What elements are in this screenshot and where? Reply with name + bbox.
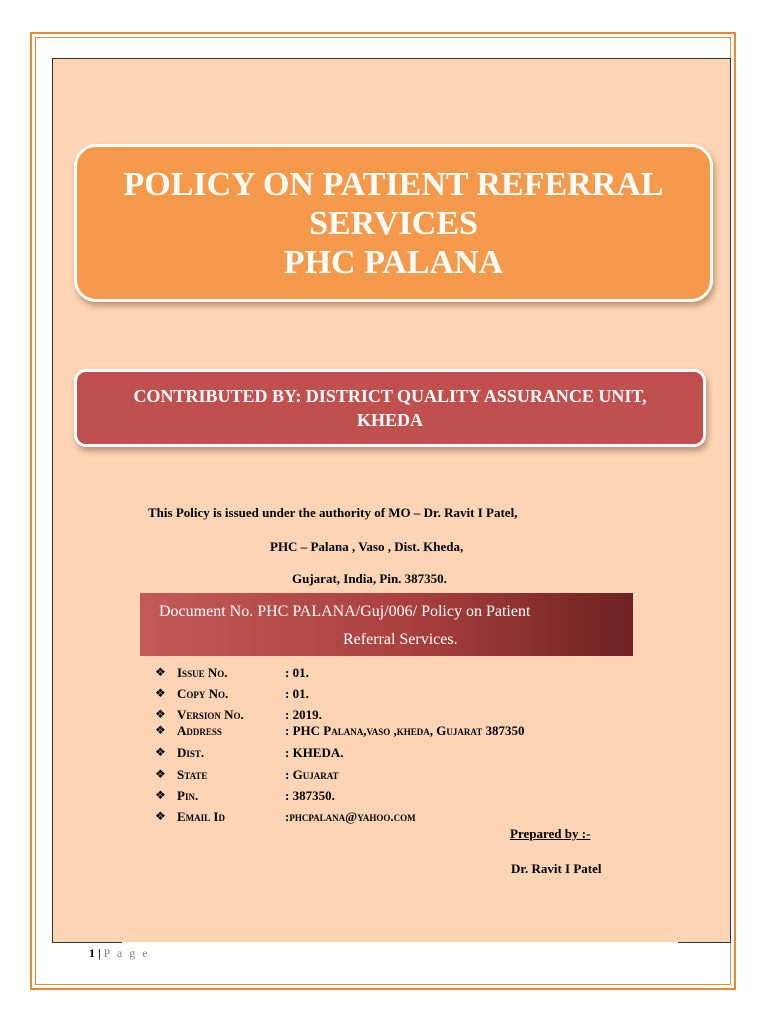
detail-label: State [177,767,208,782]
detail-label: Issue No. [177,665,228,680]
title-line-2: SERVICES [309,204,478,242]
authority-line-3: Gujarat, India, Pin. 387350. [292,571,447,586]
title-box [74,144,713,302]
document-number-line-1: Document No. PHC PALANA/Guj/006/ Policy on Patient [159,603,531,620]
detail-value: : 387350. [285,788,335,803]
page-number-value: 1 [89,946,95,960]
detail-value: : PHC Palana,vaso ,kheda, Gujarat 387350 [285,723,525,738]
detail-value: : 2019. [285,707,322,722]
detail-label: Address [177,723,222,738]
document-number-line-2: Referral Services. [343,631,458,648]
detail-label: Dist. [177,745,205,760]
diamond-bullet-icon: ❖ [155,723,166,737]
detail-value: : KHEDA. [285,745,344,760]
detail-value: : 01. [285,665,309,680]
prepared-by-label: Prepared by :- [510,826,591,841]
title-line-1: POLICY ON PATIENT REFERRAL [123,165,664,203]
document-number-box [140,593,633,656]
page-label: P a g e [103,946,150,960]
preparer-name: Dr. Ravit I Patel [511,861,602,876]
contributed-line-1: CONTRIBUTED BY: DISTRICT QUALITY ASSURANCE UNIT, [133,386,647,406]
diamond-bullet-icon: ❖ [155,809,166,823]
contributed-line-2: KHEDA [356,410,423,430]
detail-label: Email Id [177,809,225,824]
diamond-bullet-icon: ❖ [155,788,166,802]
detail-label: Version No. [177,707,244,722]
page-number [89,946,150,961]
authority-line-1: This Policy is issued under the authority of MO – Dr. Ravit I Patel, [148,505,518,520]
contributed-by-box [74,369,706,447]
authority-line-2: PHC – Palana , Vaso , Dist. Kheda, [270,539,464,554]
footer-rule-left [52,942,122,943]
detail-label: Copy No. [177,686,229,701]
detail-value: :phcpalana@yahoo.com [285,809,416,824]
detail-label: Pin. [177,788,199,803]
title-line-3: PHC PALANA [283,243,504,281]
detail-value: : Gujarat [285,767,339,782]
diamond-bullet-icon: ❖ [155,767,166,781]
diamond-bullet-icon: ❖ [155,686,166,700]
page-number-separator: | [98,946,101,960]
diamond-bullet-icon: ❖ [155,745,166,759]
diamond-bullet-icon: ❖ [155,707,166,721]
detail-value: : 01. [285,686,309,701]
diamond-bullet-icon: ❖ [155,665,166,679]
footer-rule-right [678,942,731,943]
